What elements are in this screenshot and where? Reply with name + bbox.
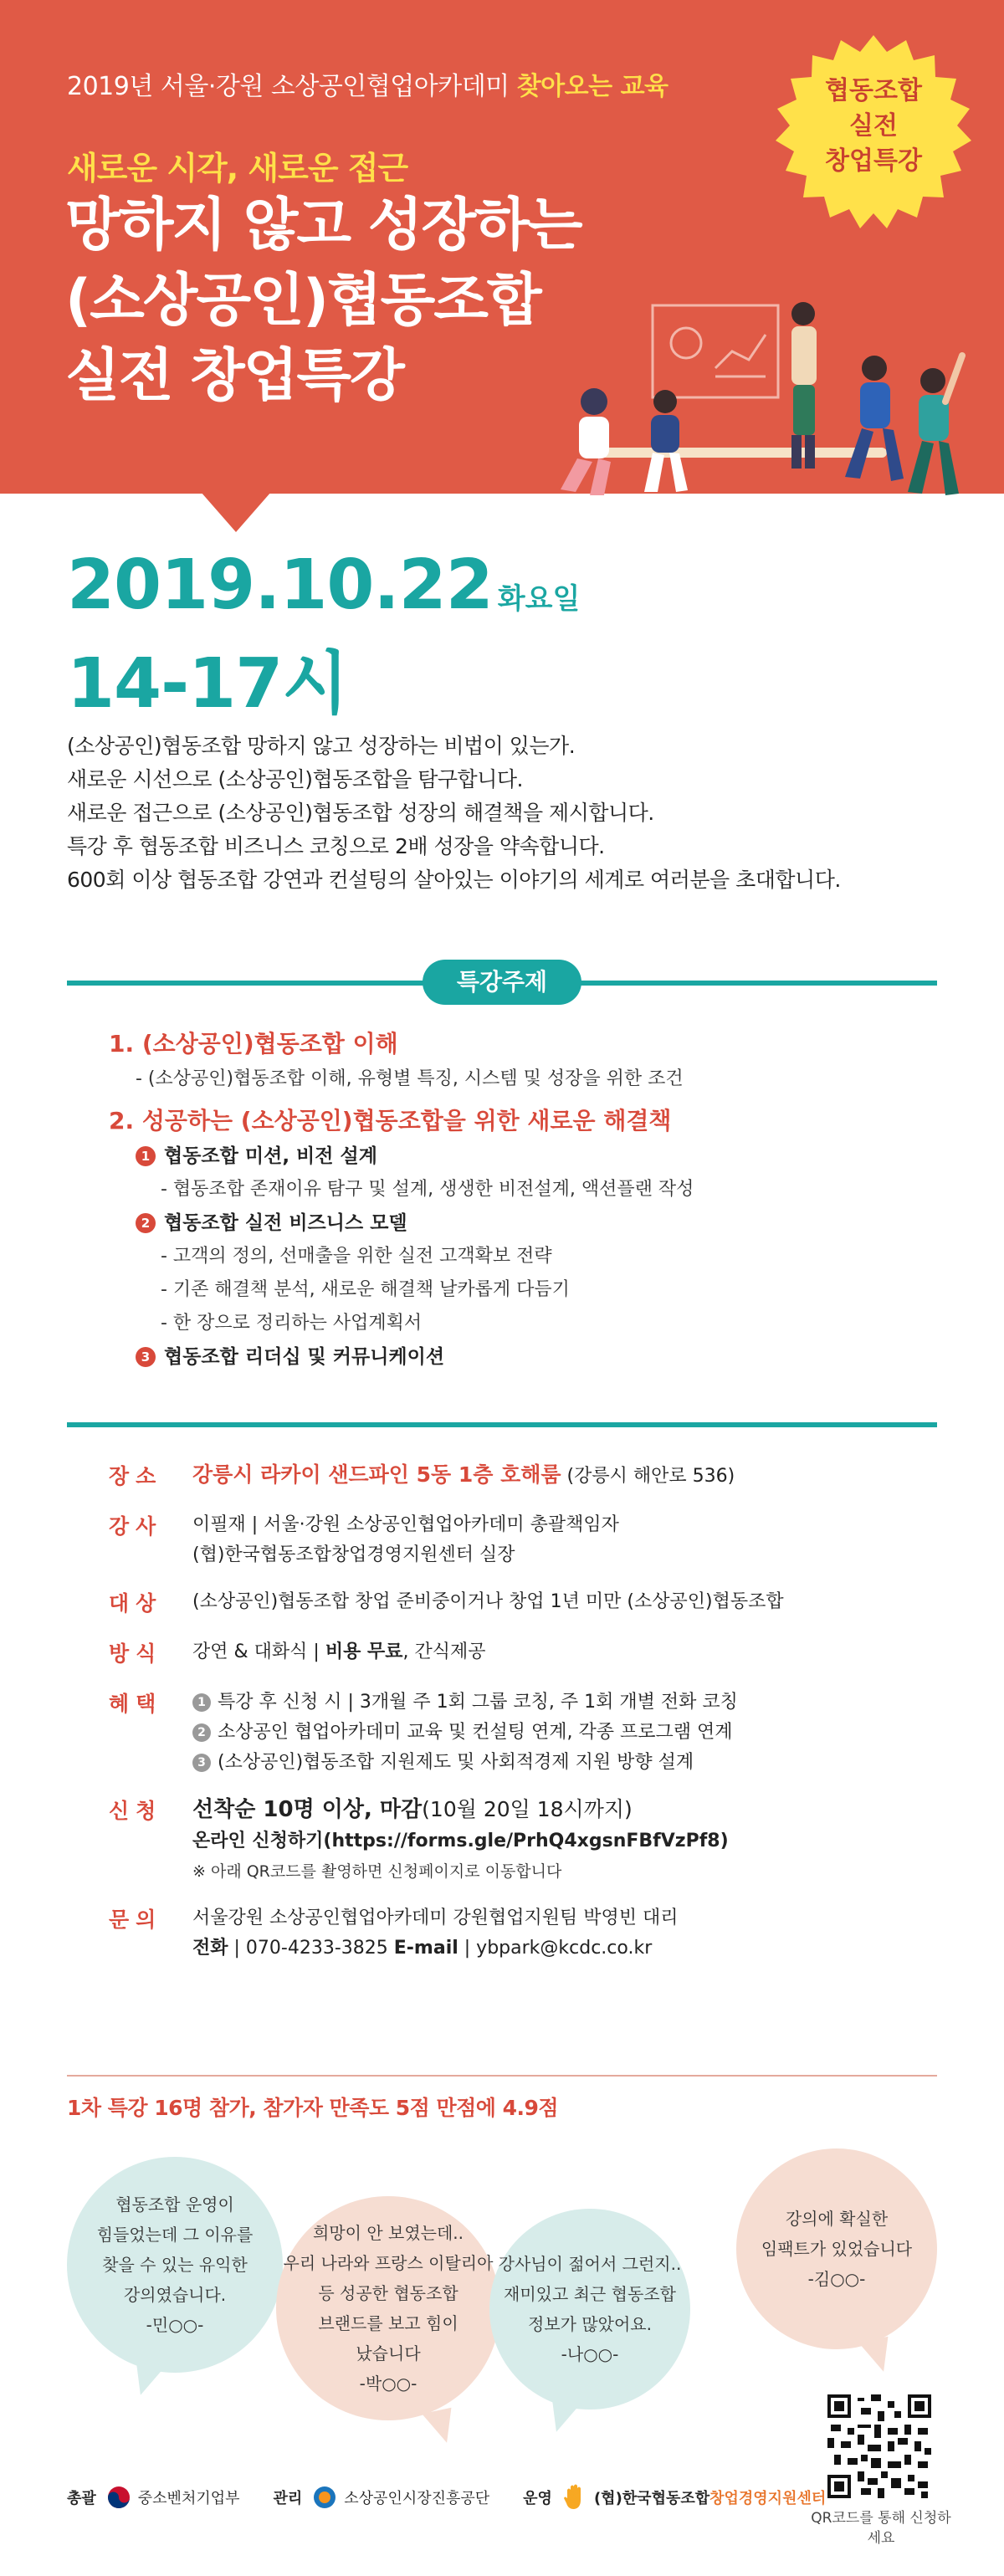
topics-heading: 특강주제	[423, 960, 581, 1005]
lecturer-line: 이필재 | 서울·강원 소상공인협업아카데미 총괄책임자	[192, 1514, 619, 1535]
qr-caption: QR코드를 통해 신청하세요	[811, 2510, 951, 2547]
academy-highlight: 찾아오는 교육	[516, 72, 668, 101]
method-free: 비용 무료	[325, 1641, 403, 1662]
place-address: (강릉시 해안로 536)	[561, 1466, 735, 1487]
contact-label: 문의	[109, 1908, 163, 1932]
number-circle-icon: 3	[136, 1347, 156, 1367]
topic-2-item-3	[109, 1340, 945, 1374]
tagline: 새로운 시각, 새로운 접근	[67, 150, 408, 187]
academy-prefix: 2019년 서울·강원 소상공인협업아카데미	[67, 72, 517, 101]
contact-line: 서울강원 소상공인협업아카데미 강원협업지원팀 박영빈 대리	[192, 1908, 679, 1928]
review-bubble: 협동조합 운영이 힘들었는데 그 이유를 찾을 수 있는 유익한 강의였습니다. -민○○-	[67, 2157, 283, 2373]
intro-line: 새로운 시선으로 (소상공인)협동조합을 탐구합니다.	[67, 767, 523, 791]
method-a: 강연 & 대화식 |	[192, 1641, 325, 1662]
title-line-1: 망하지 않고 성장하는	[65, 192, 581, 259]
table-shape	[586, 448, 887, 458]
topic-item-detail: - 고객의 정의, 선매출을 위한 실전 고객확보 전략	[161, 1246, 552, 1267]
number-circle-icon: 3	[192, 1754, 211, 1772]
info-row-lecturer	[109, 1510, 945, 1570]
target-label: 대상	[109, 1591, 163, 1616]
benefit-label: 혜택	[109, 1692, 163, 1716]
divider-bottom	[67, 1422, 937, 1427]
badge-line-1: 협동조합	[825, 76, 922, 105]
topic-item-detail: - 기존 해결책 분석, 새로운 해결책 날카롭게 다듬기	[161, 1279, 570, 1300]
info-row-target	[109, 1587, 945, 1621]
apply-main: 선착순 10명 이상, 마감	[192, 1797, 423, 1822]
phone-number: | 070-4233-3825	[228, 1938, 394, 1959]
topic-2-item-1	[109, 1139, 945, 1173]
operate-name-a: (협)한국협동조합	[593, 2490, 710, 2507]
footer-host	[67, 2485, 240, 2510]
divider-reviews	[67, 2075, 937, 2077]
header-banner	[0, 0, 1004, 494]
topic-1-detail: - (소상공인)협동조합 이해, 유형별 특징, 시스템 및 성장을 위한 조건	[136, 1068, 684, 1089]
header-notch	[201, 492, 271, 532]
manage-name: 소상공인시장진흥공단	[344, 2490, 490, 2507]
apply-online-link[interactable]: 온라인 신청하기(https://forms.gle/PrhQ4xgsnFBfVzPf8)	[192, 1831, 729, 1851]
email-label: E-mail	[393, 1938, 458, 1959]
taegeuk-logo-icon	[106, 2485, 131, 2510]
number-circle-icon: 2	[136, 1213, 156, 1233]
benefit-item: 2 소상공인 협업아카데미 교육 및 컨설팅 연계, 각종 프로그램 연계	[192, 1718, 945, 1748]
review-bubble: 희망이 안 보였는데.. 우리 나라와 프랑스 이탈리아 등 성공한 협동조합 브랜드를 보고 힘이 났습니다 -박○○-	[276, 2196, 500, 2420]
info-row-place	[109, 1460, 945, 1493]
meeting-illustration	[552, 276, 971, 502]
intro-line: 특강 후 협동조합 비즈니스 코칭으로 2배 성장을 약속합니다.	[67, 834, 605, 858]
info-row-contact	[109, 1903, 945, 1964]
number-circle-icon: 1	[192, 1693, 211, 1712]
topic-item-detail: - 협동조합 존재이유 탐구 및 설계, 생생한 비전설계, 액션플랜 작성	[161, 1179, 694, 1200]
phone-label: 전화	[192, 1938, 228, 1959]
intro-paragraph	[67, 730, 841, 897]
badge-line-3: 창업특강	[825, 146, 922, 176]
topic-item-label: 협동조합 리더십 및 커뮤니케이션	[164, 1346, 445, 1368]
badge-seal	[774, 33, 973, 233]
title-line-3: 실전 창업특강	[65, 343, 403, 409]
number-circle-icon: 2	[192, 1723, 211, 1742]
footer-manage	[274, 2485, 490, 2510]
info-table	[109, 1460, 945, 1980]
intro-line: 600회 이상 협동조합 강연과 컨설팅의 살아있는 이야기의 세계로 여러분을 초대합니다.	[67, 868, 841, 892]
info-row-method	[109, 1637, 945, 1671]
topics-list	[109, 1022, 945, 1374]
benefit-item: 1 특강 후 신청 시 | 3개월 주 1회 그룹 코칭, 주 1회 개별 전화 코칭	[192, 1687, 945, 1718]
benefit-item: 3 (소상공인)협동조합 지원제도 및 사회적경제 지원 방향 설계	[192, 1748, 945, 1778]
operate-label: 운영	[523, 2490, 552, 2507]
place-label: 장소	[109, 1464, 163, 1488]
number-circle-icon: 1	[136, 1146, 156, 1166]
date-value: 2019.10.22	[67, 545, 493, 625]
lecturer-line: (협)한국협동조합창업경영지원센터 실장	[192, 1544, 515, 1565]
reviews-heading: 1차 특강 16명 참가, 참가자 만족도 5점 만점에 4.9점	[67, 2096, 559, 2120]
event-time: 14-17시	[67, 644, 348, 724]
event-date	[67, 545, 580, 625]
info-row-benefit	[109, 1687, 945, 1778]
apply-deadline: (10월 20일 18시까지)	[422, 1797, 633, 1821]
method-label: 방식	[109, 1641, 163, 1666]
topic-1-title: 1. (소상공인)협동조합 이해	[109, 1030, 398, 1058]
title-line-2: (소상공인)협동조합	[65, 268, 540, 334]
target-value: (소상공인)협동조합 창업 준비중이거나 창업 1년 미만 (소상공인)협동조합	[192, 1591, 784, 1612]
academy-line	[67, 65, 668, 102]
topic-item-label: 협동조합 미션, 비전 설계	[164, 1145, 377, 1167]
host-label: 총괄	[67, 2490, 96, 2507]
manage-label: 관리	[273, 2490, 303, 2507]
place-name: 강릉시 라카이 샌드파인 5동 1층 호해룸	[192, 1462, 561, 1487]
operate-name-b: 창업경영지원센터	[709, 2490, 827, 2507]
footer-orgs	[67, 2476, 859, 2518]
info-row-apply	[109, 1795, 945, 1887]
apply-note: ※ 아래 QR코드를 촬영하면 신청페이지로 이동합니다	[192, 1862, 562, 1881]
badge-text	[774, 74, 973, 179]
footer-operate	[523, 2483, 826, 2512]
review-bubble: 강의에 확실한 임팩트가 있었습니다 -김○○-	[736, 2148, 937, 2349]
topic-item-label: 협동조합 실전 비즈니스 모델	[164, 1212, 407, 1234]
date-day: 화요일	[497, 582, 581, 616]
whiteboard-icon	[653, 305, 778, 397]
topic-2-item-2	[109, 1206, 945, 1240]
intro-line: (소상공인)협동조합 망하지 않고 성장하는 비법이 있는가.	[67, 734, 576, 758]
intro-line: 새로운 접근으로 (소상공인)협동조합 성장의 해결책을 제시합니다.	[67, 801, 654, 825]
lecturer-label: 강사	[109, 1514, 163, 1539]
page-title	[65, 188, 581, 414]
method-c: , 간식제공	[402, 1641, 486, 1662]
semas-logo-icon	[312, 2485, 337, 2510]
topic-item-detail: - 한 장으로 정리하는 사업계획서	[161, 1313, 423, 1334]
email-address: | ybpark@kcdc.co.kr	[458, 1938, 653, 1959]
host-name: 중소벤처기업부	[137, 2490, 240, 2507]
badge-line-2: 실전	[849, 111, 898, 141]
review-bubble: 강사님이 젊어서 그런지.. 재미있고 최근 협동조합 정보가 많았어요. -나○○-	[489, 2209, 690, 2410]
apply-label: 신청	[109, 1799, 163, 1823]
hand-logo-icon	[562, 2483, 587, 2512]
topic-2-title: 2. 성공하는 (소상공인)협동조합을 위한 새로운 해결책	[109, 1107, 672, 1134]
